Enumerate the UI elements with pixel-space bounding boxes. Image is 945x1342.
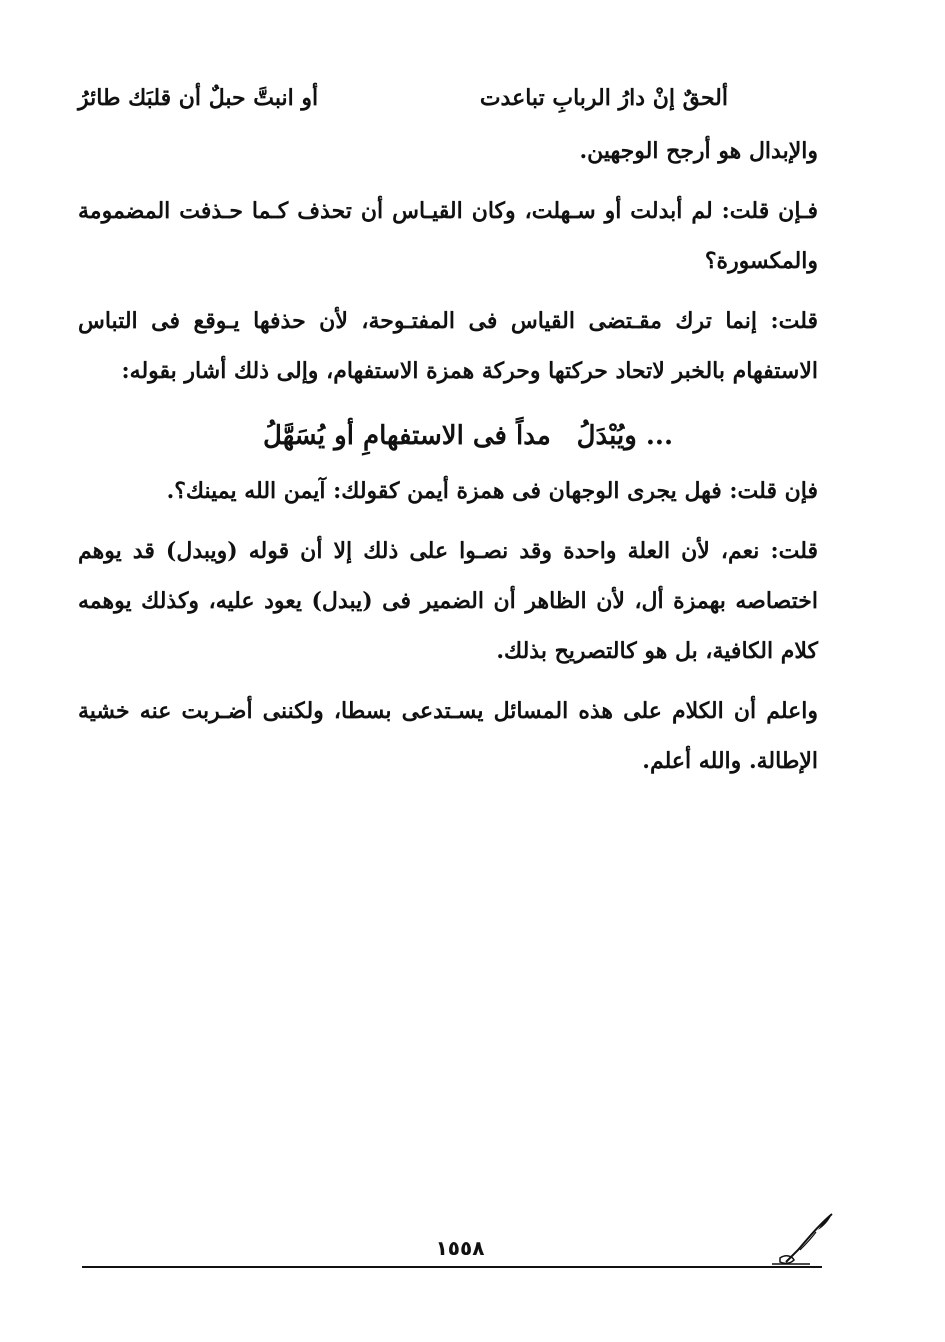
- paragraph-3: قلت: إنما ترك مقـتضى القياس فى المفتـوحة، لأن حذفها يـوقع فى التباس الاستفهام بالخبر لاتحاد حركتها وحركة همزة الاستفهام، وإلى ذلك أشار بقوله:: [78, 308, 818, 384]
- paragraph-6: واعلم أن الكلام على هذه المسائل يسـتدعى بسطا، ولكننى أضـربت عنه خشية الإطالة. والله أعلم.: [78, 698, 818, 774]
- verse-2-first-hemistich: ... ويُبْدَلُ: [576, 421, 673, 451]
- footer-rule: [82, 1266, 822, 1268]
- quill-icon: [770, 1210, 840, 1270]
- verse-1-second-hemistich: أو انبتَّ حبلٌ أن قلبَك طائرُ: [78, 85, 319, 111]
- verse-2: [78, 406, 818, 466]
- page-number: ١٥٥٨: [435, 1236, 485, 1260]
- paragraph-4: فإن قلت: فهل يجرى الوجهان فى همزة أيمن كقولك: آيمن الله يمينك؟.: [166, 478, 818, 504]
- paragraph-2: فـإن قلت: لم أبدلت أو سـهلت، وكان القيـاس أن تحذف كـما حـذفت المضمومة والمكسورة؟: [78, 198, 818, 274]
- verse-1: [78, 70, 818, 126]
- page-body: [78, 70, 818, 796]
- paragraph-5: قلت: نعم، لأن العلة واحدة وقد نصـوا على ذلك إلا أن قوله (ويبدل) قد يوهم اختصاصه بهمزة أل، لأن الظاهر أن الضمير فى (يبدل) يعود عليه، وكذلك يوهمه كلام الكافية، بل هو كالتصريح بذلك.: [78, 538, 818, 664]
- paragraph-1: والإبدال هو أرجح الوجهين.: [579, 138, 818, 164]
- verse-2-second-hemistich: مداً فى الاستفهامِ أو يُسَهَّلُ: [263, 421, 551, 451]
- verse-1-first-hemistich: ألحقٌ إنْ دارُ الربابِ تباعدت: [479, 85, 728, 111]
